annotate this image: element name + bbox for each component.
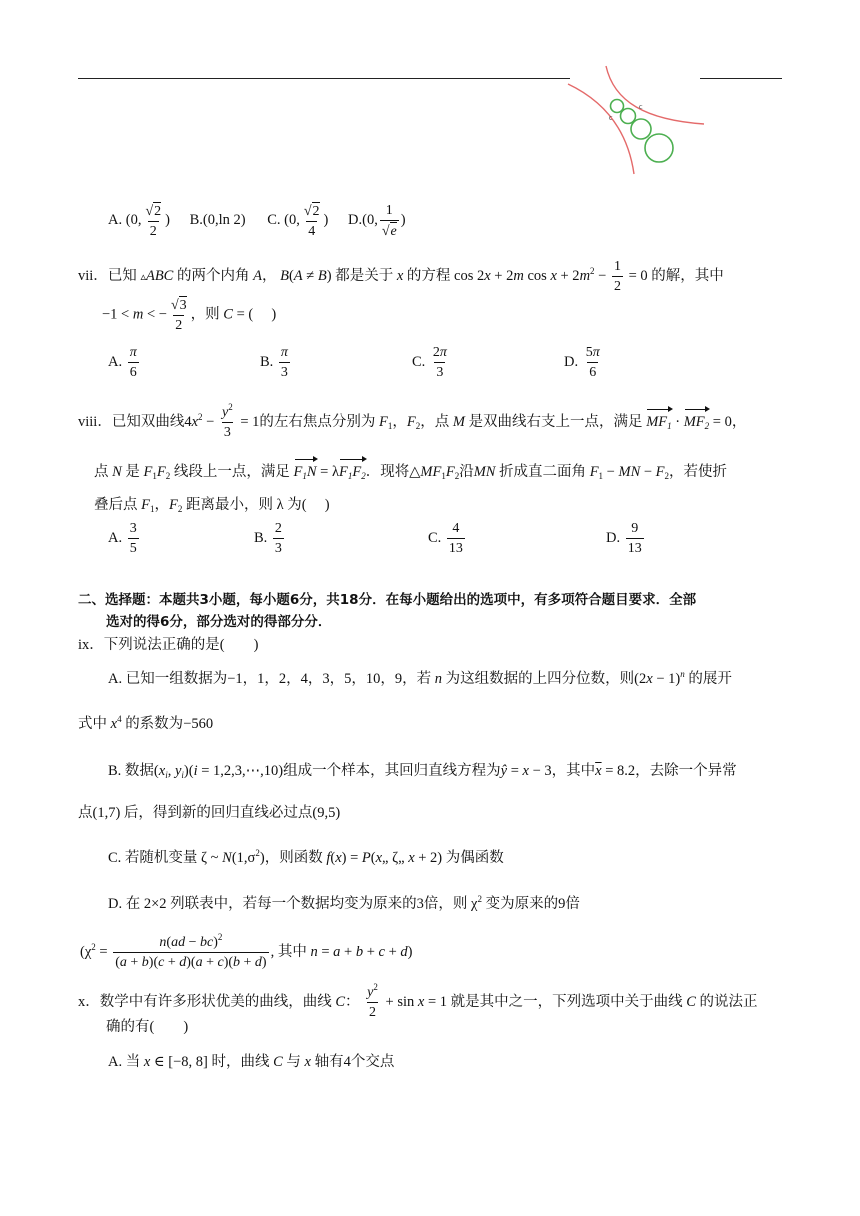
q8-option-d[interactable]: D. $\frac{9}{13}$ xyxy=(606,521,642,556)
prev-option-c[interactable]: C. (0, $\frac{√2}{4}$ ) xyxy=(267,204,329,239)
q10-stem-line2: 确的有( ) xyxy=(106,1019,189,1035)
header-curve-circles-graphic xyxy=(566,62,706,180)
q9-option-a-line2: 式中 $x^4$ 的系数为−560 xyxy=(78,714,214,732)
prev-option-b[interactable]: B.(0,ln 2) xyxy=(189,212,246,229)
q9-stem: ix．下列说法正确的是( ) xyxy=(78,637,259,653)
q9-label: ix． xyxy=(78,637,104,653)
q9-option-b-line1[interactable]: B. 数据($x_i$, $y_i)(i$ = 1,2,3,⋯,10)组成一个样本，其回归直线方程为ŷ = x − 3，其中$\overline{x} = 8.2$，去除一个异常 xyxy=(108,763,737,780)
section2-heading-line1: 二、选择题：本题共3小题，每小题6分，共18分．在每小题给出的选项中，有多项符合题目要求．全部 xyxy=(78,592,697,608)
q9-chi-square-formula: ($\chi^2$ = $\frac{n(ad - bc)^2}{(a + b)(c + d)(a + c)(b + d)}$ , 其中 n = a + b + c + d) xyxy=(80,932,413,970)
svg-text:C: C xyxy=(609,116,613,122)
q10-option-a[interactable]: A. 当 x ∈ [−8, 8] 时，曲线 C 与 x 轴有4个交点 xyxy=(108,1054,395,1070)
q7-stem-line1: vii．已知 ▵ABC 的两个内角 A， B(A ≠ B) 都是关于 x 的方程 cos 2x + 2m $\cos x + 2m^2$ − $\frac{1}{2}$ = 0 的解，其中 xyxy=(78,259,724,294)
q8-stem-line1: viii．已知双曲线$4x^2$ − $\frac{y^2}{3}$ = 1的左右焦点分别为 $F_1$，$F_2$，点 M 是双曲线右支上一点，满足 $MF_1 \cdot MF_2 = 0$， xyxy=(78,402,747,440)
q9-option-c[interactable]: C. 若随机变量 ζ ~ $N(1,\sigma^2)$，则函数 f(x) = P(x„ ζ„ x + 2) 为偶函数 xyxy=(108,848,504,866)
prev-option-a[interactable]: A. (0, $\frac{√2}{2}$ ) xyxy=(108,204,170,239)
prev-options-row xyxy=(108,202,406,240)
q8-stem-line3: 叠后点 $F_1$，$F_2$ 距离最小，则 λ 为( ) xyxy=(94,497,330,514)
header-rule-right xyxy=(700,78,782,79)
q8-label: viii． xyxy=(78,413,112,430)
q8-option-a[interactable]: A. $\frac{3}{5}$ xyxy=(108,521,137,556)
q8-stem-line2: 点 N 是 $F_1F_2$ 线段上一点，满足 $F_1N = \lambda F_1F_2$．现将$\triangle MF_1F_2$沿MN 折成直二面角 $F_1$ − MN − $F_2$，若使折 xyxy=(94,461,727,483)
q7-option-c[interactable]: C. $\frac{2\pi}{3}$ xyxy=(412,345,447,380)
q8-option-c[interactable]: C. $\frac{4}{13}$ xyxy=(428,521,463,556)
q7-option-b[interactable]: B. $\frac{\pi}{3}$ xyxy=(260,345,288,380)
q10-label: x． xyxy=(78,993,100,1010)
q8-option-b[interactable]: B. $\frac{2}{3}$ xyxy=(254,521,282,556)
q7-label: vii． xyxy=(78,267,108,284)
q9-option-d[interactable]: D. 在 2×2 列联表中，若每一个数据均变为原来的3倍，则 $\chi^2$ 变为原来的9倍 xyxy=(108,894,580,912)
q9-option-b-line2: 点(1,7) 后，得到新的回归直线必过点(9,5) xyxy=(78,805,341,821)
q9-option-a-line1[interactable]: A. 已知一组数据为−1，1，2，4，3，5，10，9，若 n 为这组数据的上四分位数，则$(2x - 1)^n$ 的展开 xyxy=(108,669,732,687)
q7-option-a[interactable]: A. $\frac{\pi}{6}$ xyxy=(108,345,137,380)
header-rule-left xyxy=(78,78,570,79)
q7-option-d[interactable]: D. $\frac{5\pi}{6}$ xyxy=(564,345,600,380)
q7-stem-line2: −1 < m < − $\frac{√3}{2}$ ，则 C = ( ) xyxy=(102,298,277,333)
section2-heading-line2: 选对的得6分，部分选对的得部分分． xyxy=(106,614,332,630)
q10-stem-line1: x．数学中有许多形状优美的曲线，曲线 C： $\frac{y^2}{2}$ + sin x = 1 就是其中之一，下列选项中关于曲线 C 的说法正 xyxy=(78,982,758,1020)
svg-text:C: C xyxy=(639,105,643,111)
prev-option-d[interactable]: D.(0, $\frac{1}{√e}$ ) xyxy=(348,203,406,239)
